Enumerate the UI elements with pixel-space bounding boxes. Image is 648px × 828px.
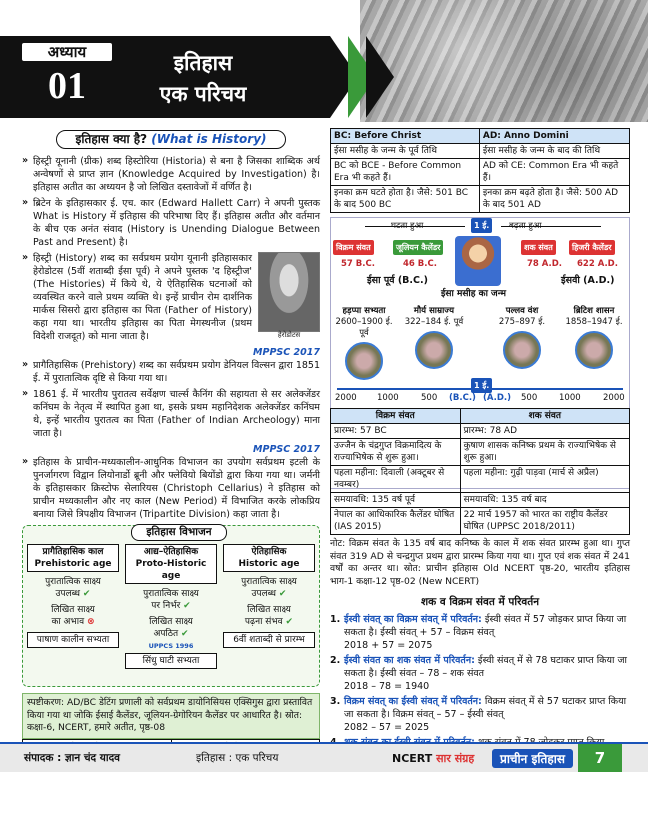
check-icon: ✔ (82, 589, 91, 599)
era-pill: हिजरी कैलेंडर (569, 240, 615, 255)
conversion-list (330, 613, 630, 749)
dynasty-image (503, 331, 541, 369)
sculpture-banner-image (360, 0, 648, 122)
paragraph: » इतिहास के प्राचीन-मध्यकालीन-आधुनिक विभाजन का उपयोग सर्वप्रथम इटली के पुनर्जागरण विद्वान लियोनार्डो ब्रूनी और फ्लेवियो बियोंडो द्वारा किया गया था। जर्मनी के इतिहासकार क्रिस्टोफ सेलारियस (Christoph Cellarius) ने इतिहास को प्राचीन मध्यकालीन और नए काल (New Period) में विभाजित करके लोकप्रिय बनाया जिसे त्रिपक्षीय विभाजन (Tripartite Division) कहा जाता है। (22, 456, 320, 521)
subject-label: प्राचीन इतिहास (492, 749, 573, 768)
check-icon: ✔ (183, 601, 191, 611)
dynasty-harappa: हड़प्पा सभ्यता 2600–1900 ई. पूर्व (333, 306, 395, 380)
ncert-brand: NCERT सार संग्रह (392, 752, 475, 765)
era-pill: शक संवत (521, 240, 556, 255)
division-proto-historic: आद्य–ऐतिहासिक Proto-Historic age पुरातात्विक साक्ष्य पर निर्भर ✔ लिखित साक्ष्य अपठित ✔ UPPCS 1996 सिंधु घाटी सभ्यता (125, 544, 217, 669)
history-division-diagram (22, 525, 320, 687)
paragraph: » प्रागैतिहासिक (Prehistory) शब्द का सर्वप्रथम प्रयोग डेनियल विल्सन द्वारा 1851 ई. में पुरातात्विक दृष्टि से किया गया था। (22, 359, 320, 385)
conversion-title: शक व विक्रम संवत में परिवर्तन (420, 596, 540, 608)
page-footer (0, 742, 648, 772)
dynasty-pallava: पल्लव वंश 275–897 ई. (491, 306, 553, 369)
samvat-note: नोट: विक्रम संवत के 135 वर्ष बाद कनिष्क के काल में शक संवत प्रारम्भ हुआ था। गुप्त संवत 319 AD से चन्द्रगुप्त प्रथम द्वारा प्रारम्भ किया गया था। गुप्त एवं शक संवत में 241 वर्षों का अन्तर था। स्रोत: प्राचीन इतिहास Old NCERT पृष्ठ-20, भारतीय इतिहास भाग-1 कक्षा-12 पृष्ठ-02 (New NCERT) (330, 538, 630, 587)
paragraph: » हिस्ट्री यूनानी (ग्रीक) शब्द हिस्टोरिया (Historia) से बना है जिसका शाब्दिक अर्थ अन्वेषणों से प्राप्त ज्ञान (Knowledge Acquired by Investigation) है। इतिहास अतीत का अध्ययन है जो लिखित दस्तावेजों में वर्णित है। (22, 155, 320, 194)
section-title: इतिहास क्या है? (What is History) (56, 130, 286, 149)
chapter-number: 01 (48, 65, 86, 107)
diagram-title: इतिहास विभाजन (131, 524, 227, 541)
footer-chapter: इतिहास : एक परिचय (196, 752, 279, 764)
cross-icon: ⊗ (86, 617, 95, 627)
dynasty-maurya: मौर्य साम्राज्य 322–184 ई. पूर्व (403, 306, 465, 369)
editor-credit: संपादक : ज्ञान चंद यादव (24, 752, 120, 764)
explanation-note: स्पष्टीकरण: AD/BC डेटिंग प्रणाली को सर्वप्रथम डायोनिसियस एक्सिगुस द्वारा प्रस्तावित किया गया था जोकि ईसाई कैलेंडर, जूलियन-ग्रेगोरियन कैलेंडर पर आधारित है। स्रोत: कक्षा-6, NCERT, हमारे अतीत, पृष्ठ-08 (22, 693, 320, 739)
exam-tag: MPPSC 2017 (253, 347, 320, 358)
dynasty-image (415, 331, 453, 369)
exam-tag: MPPSC 2017 (253, 444, 320, 455)
division-historic: ऐतिहासिक Historic age पुरातात्विक साक्ष्य उपलब्ध ✔ लिखित साक्ष्य पढ़ना संभव ✔ 6वीं शताब्दी से प्रारम्भ (223, 544, 315, 648)
check-icon: ✔ (181, 629, 189, 639)
dynasty-image (575, 331, 613, 369)
era-pill: विक्रम संवत (333, 240, 374, 255)
samvat-table: विक्रम संवत शक संवत प्रारम्भ: 57 BC प्रारम्भ: 78 AD उज्जैन के चंद्रगुप्त विक्रमादित्य के राज्याभिषेक से शुरू हुआ। कुषाण शासक कनिष्क प्रथम के राज्याभिषेक से शुरू हुआ। पहला महीना: दिवाली (अक्टूबर से नवम्बर) पहला महीना: गुढ़ी पाड़वा (मार्च से अप्रैल) समयावधि: 135 वर्ष पूर्व समयावधि: 135 वर्ष बाद नेपाल का आधिकारिक कैलेंडर घोषित (IAS 2015) 22 मार्च 1957 को भारत का राष्ट्रीय कैलेंडर घोषित (UPPSC 2018/2011) (330, 408, 630, 535)
paragraph: » हेरोडोटस हिस्ट्री (History) शब्द का सर्वप्रथम प्रयोग यूनानी इतिहासकार हेरोडोटस (5वीं शताब्दी ईसा पूर्व) ने अपने पुस्तक 'द हिस्ट्रीज' (The Histories) में किये थे, ये ऐतिहासिक घटनाओं को व्यवस्थित करने वाले प्रथम व्यक्ति थे। इन्हें प्राचीन रोम दार्शनिक मार्कस सिसरो द्वारा इतिहास का पिता (Father of History) कहा गया था। भारतीय इतिहास का पिता मेगस्थनीज (प्रथम विदेशी राजदूत) को माना जाता है। (22, 252, 320, 343)
bc-ad-table: BC: Before Christ AD: Anno Domini ईसा मसीह के जन्म के पूर्व तिथि ईसा मसीह के जन्म के बाद की तिथि BC को BCE - Before Common Era भी कहते हैं। AD को CE: Common Era भी कहते हैं। इनका क्रम घटते होता है। जैसे: 501 BC के बाद 500 BC इनका क्रम बढ़ते होता है। जैसे: 500 AD के बाद 501 AD (330, 128, 630, 213)
list-item: 2. ईस्वी संवत का शक संवत में परिवर्तन: ईस्वी संवत् में से 78 घटाकर प्राप्त किया जा सकता है। ईस्वी संवत – 78 – शक संवत 2018 – 78 = 1940 (330, 655, 627, 692)
left-column (22, 128, 320, 758)
chapter-label: अध्याय (20, 41, 114, 63)
herodotus-portrait: » हेरोडोटस (258, 252, 320, 332)
dynasty-british: ब्रिटिश शासन 1858–1947 ई. (563, 306, 625, 369)
samvat-section (330, 408, 630, 751)
dynasty-image (345, 342, 383, 380)
era-pill: जूलियन कैलेंडर (393, 240, 443, 255)
jesus-figure-image (455, 236, 501, 286)
chapter-title: इतिहास एक परिचय (159, 51, 247, 106)
year-one-label: 1 ई. (471, 218, 492, 233)
chapter-header (0, 0, 648, 122)
list-item: 1. ईस्वी संवत् का विक्रम संवत् में परिवर्तन: ईस्वी संवत में 57 जोड़कर प्राप्त किया जा सकता है। ईस्वी संवत् + 57 – विक्रम संवत् 2018 + 57 = 2075 (330, 614, 627, 651)
chevron-decoration (366, 36, 394, 118)
division-prehistoric: प्रागैतिहासिक काल Prehistoric age पुरातात्विक साक्ष्य उपलब्ध ✔ लिखित साक्ष्य का अभाव ⊗ पाषाण कालीन सभ्यता (27, 544, 119, 648)
page-number: 7 (578, 744, 622, 772)
check-icon: ✔ (285, 617, 294, 627)
paragraph: » 1861 ई. में भारतीय पुरातत्व सर्वेक्षण चार्ल्स कैनिंग की सहायता से सर अलेक्जेंडर कनिंघम के नेतृत्व में स्थापित हुआ था, इसके प्रथम महानिदेशक अलेक्जेंडर कनिंघम थे, इन्हें भारतीय पुरातत्व का पिता (Father of Indian Archeology) माना जाता है। (22, 388, 320, 440)
list-item: 3. विक्रम संवत् का ईस्वी संवत् में परिवर्तन: विक्रम संवत् में से 57 घटाकर प्राप्त किया जा सकता है। विक्रम संवत् – 57 – ईस्वी संवत् 2082 – 57 = 2025 (330, 696, 627, 733)
era-timeline: घटता हुआ बढ़ता हुआ 1 ई. विक्रम संवत जूलियन कैलेंडर शक संवत हिजरी कैलेंडर 57 B.C. 46 B.C. 78 A.D. 622 A.D. ईसा पूर्व (B.C.) ईसा मसीह का जन्म ईसवी (A.D.) हड़प्पा सभ्यता 2600–1900 ई. पूर्व मौर्य साम्राज्य 322–184 ई. पूर्व पल्लव वंश 275–897 ई. ब्रिटिश शासन 1858–1947 ई. 1 ई. 2000 1000 500 (B.C.) (A.D.) 500 1000 2000 (330, 217, 630, 489)
check-icon: ✔ (278, 589, 287, 599)
paragraph: » ब्रिटेन के इतिहासकार ई. एच. कार (Edward Hallett Carr) ने अपनी पुस्तक What is History में इतिहास की परिभाषा दिए हैं। इतिहास अतीत और वर्तमान के बीच एक अनंत संवाद (History is Unending Dialogue Between Past and Present) है। (22, 197, 320, 249)
